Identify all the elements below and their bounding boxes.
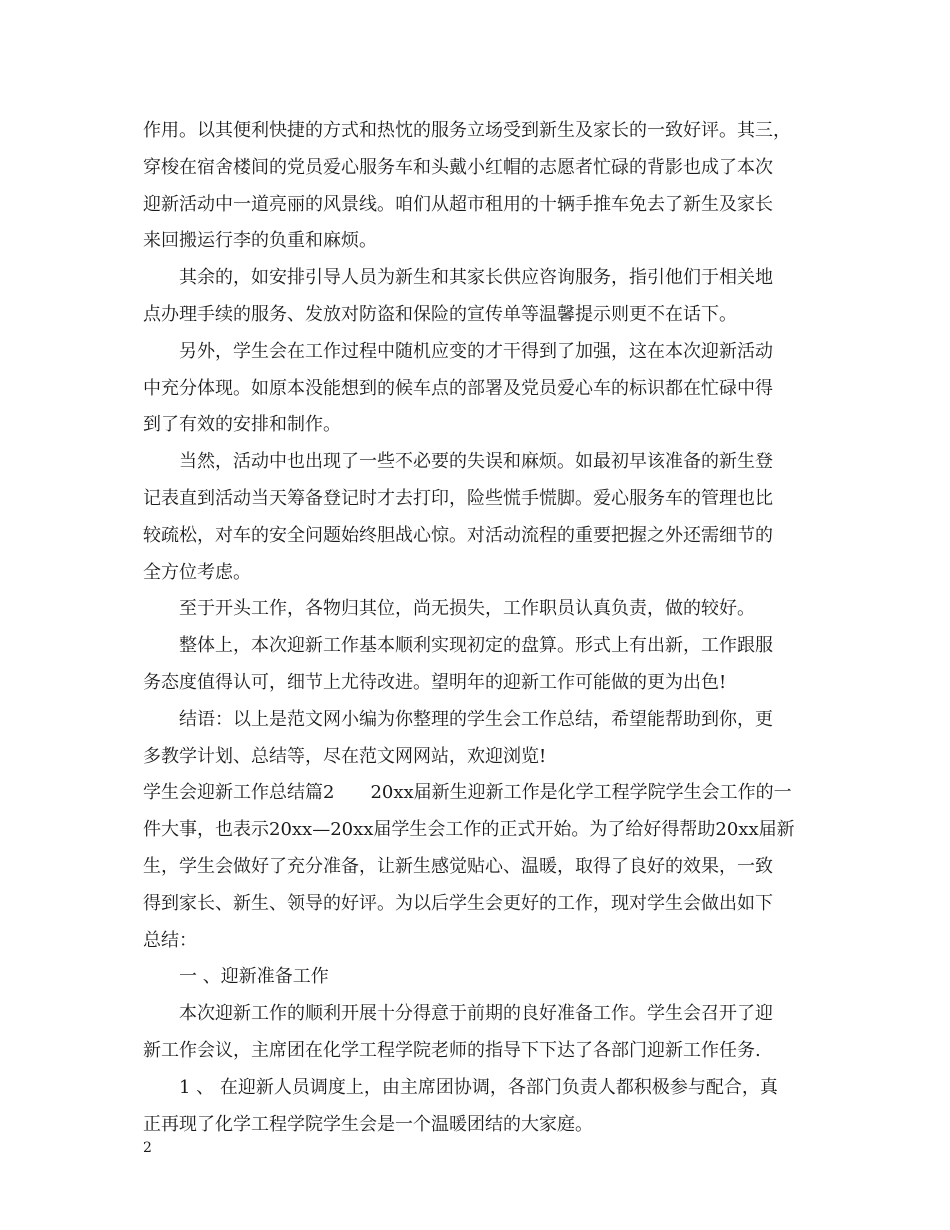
text-line: 正再现了化学工程学院学生会是一个温暖团结的大家庭。 bbox=[143, 1113, 593, 1135]
text-line: 结语：以上是范文网小编为你整理的学生会工作总结，希望能帮助到你，更 bbox=[179, 708, 773, 730]
text-line: 全方位考虑。 bbox=[143, 561, 251, 583]
text-line: 记表直到活动当天筹备登记时才去打印，险些慌手慌脚。爱心服务车的管理也比 bbox=[143, 487, 773, 509]
text-line: 总结： bbox=[143, 929, 197, 951]
text-line: 整体上，本次迎新工作基本顺利实现初定的盘算。形式上有出新，工作跟服 bbox=[179, 635, 773, 657]
text-line: 穿梭在宿舍楼间的党员爱心服务车和头戴小红帽的志愿者忙碌的背影也成了本次 bbox=[143, 156, 773, 178]
text-line: 其余的，如安排引导人员为新生和其家长供应咨询服务，指引他们于相关地 bbox=[179, 267, 773, 289]
text-line: 作用。以其便利快捷的方式和热忱的服务立场受到新生及家长的一致好评。其三， bbox=[143, 120, 791, 141]
text-line: 1 、 在迎新人员调度上，由主席团协调，各部门负责人都积极参与配合，真 bbox=[179, 1076, 778, 1098]
document-body bbox=[143, 113, 813, 1143]
text-line: 得到家长、新生、领导的好评。为以后学生会更好的工作，现对学生会做出如下 bbox=[143, 892, 773, 914]
text-line: 当然，活动中也出现了一些不必要的失误和麻烦。如最初早该准备的新生登 bbox=[179, 451, 773, 473]
text-line: 生，学生会做好了充分准备，让新生感觉贴心、温暖，取得了良好的效果，一致 bbox=[143, 855, 773, 877]
page-number: 2 bbox=[143, 1140, 152, 1156]
text-line: 务态度值得认可，细节上尤待改进。望明年的迎新工作可能做的更为出色! bbox=[143, 671, 727, 693]
text-line: 来回搬运行李的负重和麻烦。 bbox=[143, 230, 377, 252]
text-line: 中充分体现。如原本没能想到的候车点的部署及党员爱心车的标识都在忙碌中得 bbox=[143, 377, 773, 399]
text-line: 较疏松，对车的安全问题始终胆战心惊。对活动流程的重要把握之外还需细节的 bbox=[143, 524, 773, 546]
text-line: 到了有效的安排和制作。 bbox=[143, 414, 341, 436]
text-line: 多教学计划、总结等，尽在范文网网站，欢迎浏览! bbox=[143, 745, 547, 767]
text-line: 件大事，也表示20xx—20xx届学生会工作的正式开始。为了给好得帮助20xx届新 bbox=[143, 819, 795, 841]
text-line: 点办理手续的服务、发放对防盗和保险的宣传单等温馨提示则更不在话下。 bbox=[143, 303, 737, 325]
section-heading-line: 学生会迎新工作总结篇2 20xx届新生迎新工作是化学工程学院学生会工作的一 bbox=[143, 782, 792, 804]
text-line: 本次迎新工作的顺利开展十分得意于前期的良好准备工作。学生会召开了迎 bbox=[179, 1003, 773, 1025]
text-line: 新工作会议，主席团在化学工程学院老师的指导下下达了各部门迎新工作任务. bbox=[143, 1039, 761, 1061]
text-line: 另外，学生会在工作过程中随机应变的才干得到了加强，这在本次迎新活动 bbox=[179, 340, 773, 362]
subheading-line: 一 、迎新准备工作 bbox=[179, 966, 329, 988]
text-line: 迎新活动中一道亮丽的风景线。咱们从超市租用的十辆手推车免去了新生及家长 bbox=[143, 193, 773, 215]
text-line: 至于开头工作，各物归其位，尚无损失，工作职员认真负责，做的较好。 bbox=[179, 598, 755, 620]
